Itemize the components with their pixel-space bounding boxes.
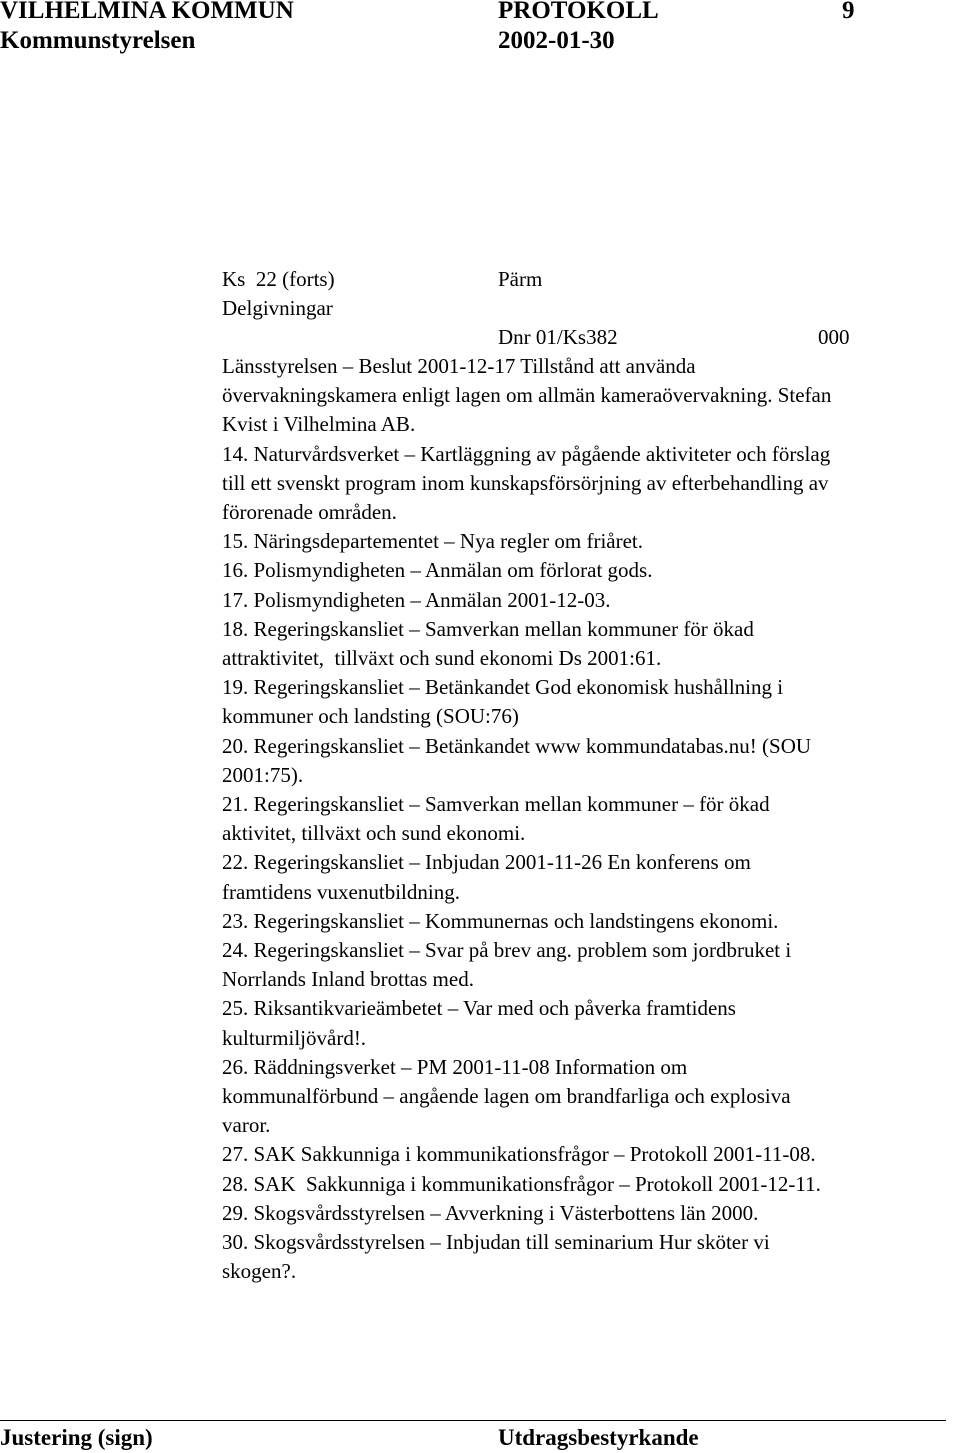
notice-line: 18. Regeringskansliet – Samverkan mellan kommuner för ökad bbox=[222, 616, 754, 641]
notice-line: 2001:75). bbox=[222, 762, 304, 787]
notice-line: attraktivitet, tillväxt och sund ekonomi Ds 2001:61. bbox=[222, 646, 662, 670]
notice-line: 27. SAK Sakkunniga i kommunikationsfrågor – Protokoll 2001-11-08. bbox=[222, 1142, 816, 1167]
notice-line: skogen?. bbox=[222, 1259, 297, 1284]
binder-label: Pärm bbox=[498, 267, 543, 291]
notice-line: 30. Skogsvårdsstyrelsen – Inbjudan till seminarium Hur sköter vi bbox=[222, 1230, 770, 1254]
notice-line: Kvist i Vilhelmina AB. bbox=[222, 412, 416, 437]
notice-line: framtidens vuxenutbildning. bbox=[222, 879, 460, 904]
diary-number: Dnr 01/Ks382 bbox=[498, 325, 618, 349]
notice-line: 26. Räddningsverket – PM 2001-11-08 Information om bbox=[222, 1054, 688, 1079]
notice-line: 21. Regeringskansliet – Samverkan mellan kommuner – för ökad bbox=[222, 792, 770, 816]
notice-line: 15. Näringsdepartementet – Nya regler om friåret. bbox=[222, 529, 643, 554]
notice-line: kommunalförbund – angående lagen om brandfarliga och explosiva bbox=[222, 1084, 791, 1108]
footer-certification-label: Utdragsbestyrkande bbox=[498, 1425, 699, 1450]
notice-line: 16. Polismyndigheten – Anmälan om förlorat gods. bbox=[222, 558, 653, 583]
notice-line: 22. Regeringskansliet – Inbjudan 2001-11-26 En konferens om bbox=[222, 850, 751, 875]
notice-line: 25. Riksantikvarieämbetet – Var med och påverka framtidens bbox=[222, 996, 736, 1021]
page-number: 9 bbox=[842, 0, 855, 24]
notice-line: 23. Regeringskansliet – Kommunernas och landstingens ekonomi. bbox=[222, 908, 779, 933]
committee-name: Kommunstyrelsen bbox=[0, 27, 196, 54]
notice-line: kulturmiljövård!. bbox=[222, 1025, 367, 1050]
notice-line: Norrlands Inland brottas med. bbox=[222, 967, 474, 992]
notice-line: 20. Regeringskansliet – Betänkandet www kommundatabas.nu! (SOU bbox=[222, 733, 812, 758]
notice-line: till ett svenskt program inom kunskapsförsörjning av efterbehandling av bbox=[222, 470, 829, 495]
notice-line: övervakningskamera enligt lagen om allmän kameraövervakning. Stefan bbox=[222, 383, 832, 408]
footer-rule bbox=[0, 1420, 946, 1421]
notice-line: 29. Skogsvårdsstyrelsen – Avverkning i Västerbottens län 2000. bbox=[222, 1200, 759, 1225]
notice-line: 17. Polismyndigheten – Anmälan 2001-12-03. bbox=[222, 587, 611, 612]
section-title: Delgivningar bbox=[222, 296, 333, 320]
notice-line: aktivitet, tillväxt och sund ekonomi. bbox=[222, 821, 526, 846]
section-ref: Ks 22 (forts) bbox=[222, 267, 335, 291]
document-type: PROTOKOLL bbox=[498, 0, 659, 24]
notice-line: Länsstyrelsen – Beslut 2001-12-17 Tillstånd att använda bbox=[222, 354, 696, 378]
meeting-date: 2002-01-30 bbox=[498, 27, 615, 54]
notice-line: varor. bbox=[222, 1113, 271, 1138]
notice-line: 14. Naturvårdsverket – Kartläggning av pågående aktiviteter och förslag bbox=[222, 441, 831, 466]
notice-line: förorenade områden. bbox=[222, 500, 397, 524]
notice-line: kommuner och landsting (SOU:76) bbox=[222, 704, 519, 729]
notice-line: 28. SAK Sakkunniga i kommunikationsfrågor – Protokoll 2001-12-11. bbox=[222, 1171, 821, 1196]
municipality-name: VILHELMINA KOMMUN bbox=[0, 0, 294, 24]
footer-signature-label: Justering (sign) bbox=[0, 1425, 153, 1450]
classification-code: 000 bbox=[818, 325, 850, 349]
notice-line: 24. Regeringskansliet – Svar på brev ang. problem som jordbruket i bbox=[222, 938, 792, 962]
notice-line: 19. Regeringskansliet – Betänkandet God ekonomisk hushållning i bbox=[222, 675, 784, 700]
